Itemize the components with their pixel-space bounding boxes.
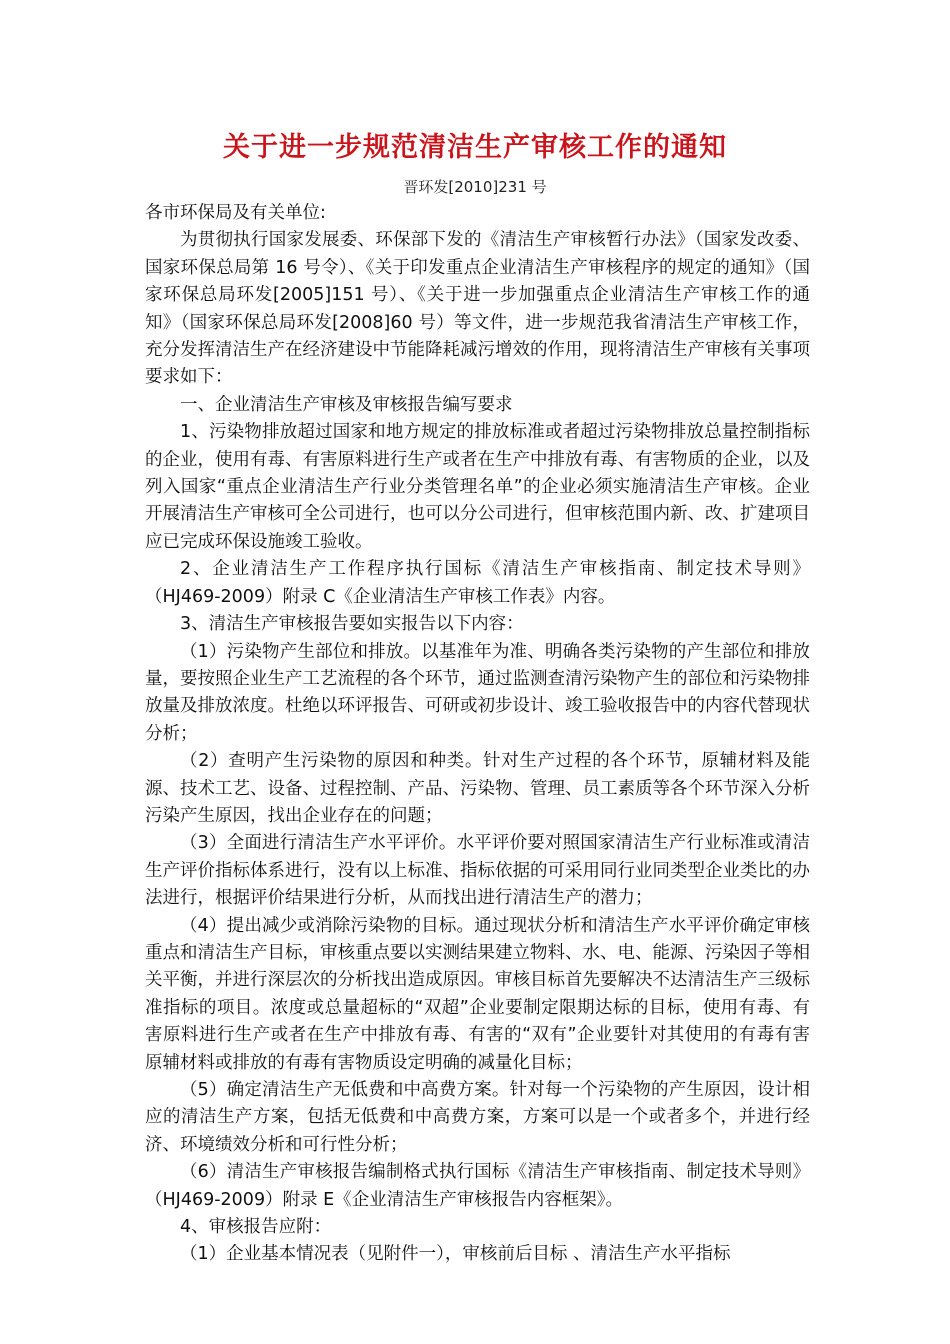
document-title: 关于进一步规范清洁生产审核工作的通知 [223,132,727,163]
salutation: 各市环保局及有关单位: [145,203,326,223]
paragraph-attachment-1: （1）企业基本情况表（见附件一），审核前后目标 、清洁生产水平指标 [180,1244,731,1265]
paragraph-subitem-3: （3）全面进行清洁生产水平评价。水平评价要对照国家清洁生产行业标准或清洁生产评价指标体系进行，没有以上标准、指标依据的可采用同行业同类型企业类比的办法进行，根据评价结果进行分析，从而找出进行清洁生产的潜力； [145,833,810,909]
paragraph-subitem-1: （1）污染物产生部位和排放。以基准年为准、明确各类污染物的产生部位和排放量，要按照企业生产工艺流程的各个环节，通过监测查清污染物产生的部位和污染物排放量及排放浓度。杜绝以环评报告、可研或初步设计、竣工验收报告中的内容代替现状分析； [145,641,810,744]
paragraph-subitem-6: （6）清洁生产审核报告编制格式执行国标《清洁生产审核指南、制定技术导则》（HJ469-2009）附录 E《企业清洁生产审核报告内容框架》。 [145,1162,810,1210]
paragraph-item-3: 3、清洁生产审核报告要如实报告以下内容： [180,614,524,635]
paragraph-subitem-2: （2）查明产生污染物的原因和种类。针对生产过程的各个环节，原辅材料及能源、技术工艺、设备、过程控制、产品、污染物、管理、员工素质等各个环节深入分析污染产生原因，找出企业存在的问题； [145,751,810,826]
paragraph-intro: 为贯彻执行国家发展委、环保部下发的《清洁生产审核暂行办法》（国家发改委、国家环保总局第 16 号令）、《关于印发重点企业清洁生产审核程序的规定的通知》（国家环保总局环发[2005]151 号）、《关于进一步加强重点企业清洁生产审核工作的通知》（国家环保总局环发[2008]60 号）等文件，进一步规范我省清洁生产审核工作，充分发挥清洁生产在经济建设中节能降耗减污增效的作用，现将清洁生产审核有关事项要求如下： [145,230,810,388]
paragraph-item-1: 1、污染物排放超过国家和地方规定的排放标准或者超过污染物排放总量控制指标的企业，使用有毒、有害原料进行生产或者在生产中排放有毒、有害物质的企业，以及列入国家“重点企业清洁生产行业分类管理名单”的企业必须实施清洁生产审核。企业开展清洁生产审核可全公司进行，也可以分公司进行，但审核范围内新、改、扩建项目应已完成环保设施竣工验收。 [145,422,810,552]
paragraph-item-4: 4、审核报告应附： [180,1217,332,1238]
document-body [145,200,810,1269]
paragraph-item-2: 2、企业清洁生产工作程序执行国标《清洁生产审核指南、制定技术导则》（HJ469-2009）附录 C《企业清洁生产审核工作表》内容。 [145,559,810,607]
paragraph-subitem-5: （5）确定清洁生产无低费和中高费方案。针对每一个污染物的产生原因，设计相应的清洁生产方案，包括无低费和中高费方案，方案可以是一个或者多个，并进行经济、环境绩效分析和可行性分析； [145,1080,810,1155]
section-heading-1: 一、企业清洁生产审核及审核报告编写要求 [180,394,513,415]
document-number: 晋环发[2010]231 号 [403,178,547,196]
paragraph-subitem-4: （4）提出减少或消除污染物的目标。通过现状分析和清洁生产水平评价确定审核重点和清洁生产目标，审核重点要以实测结果建立物料、水、电、能源、污染因子等相关平衡，并进行深层次的分析找出造成原因。审核目标首先要解决不达清洁生产三级标准指标的项目。浓度或总量超标的“双超”企业要制定限期达标的目标，使用有毒、有害原料进行生产或者在生产中排放有毒、有害的“双有”企业要针对其使用的有毒有害原辅材料或排放的有毒有害物质设定明确的减量化目标； [145,915,810,1073]
